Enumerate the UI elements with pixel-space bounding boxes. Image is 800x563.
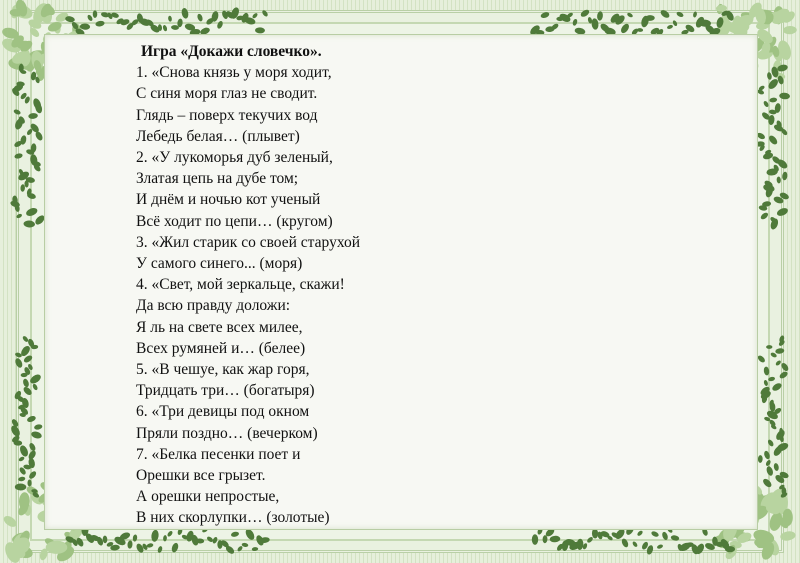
leaf-icon [693, 11, 698, 18]
leaf-icon [252, 12, 259, 19]
leaf-icon [780, 530, 797, 542]
poem-line: 1. «Снова князь у моря ходит, [136, 64, 332, 82]
leaf-icon [20, 184, 25, 192]
poem-line: А орешки непростые, [136, 488, 280, 506]
leaf-icon [255, 27, 265, 33]
leaf-icon [651, 530, 660, 538]
leaf-icon [572, 18, 578, 26]
poem-line: Пряли поздно… (вечерком) [136, 424, 318, 442]
leaf-icon [532, 534, 538, 545]
leaf-icon [540, 11, 550, 19]
leaf-icon [28, 113, 38, 120]
leaf-icon [773, 463, 779, 472]
leaf-icon [181, 7, 190, 19]
leaf-icon [29, 373, 43, 386]
leaf-icon [15, 484, 26, 491]
leaf-icon [22, 335, 29, 343]
leaf-icon [776, 207, 789, 218]
leaf-icon [763, 100, 770, 108]
leaf-icon [765, 459, 772, 467]
leaf-icon [659, 9, 671, 20]
leaf-icon [2, 514, 19, 529]
leaf-icon [103, 536, 108, 544]
leaf-icon [231, 531, 240, 538]
leaf-icon [151, 529, 160, 542]
leaf-icon [241, 542, 248, 547]
leaf-icon [775, 360, 782, 367]
leaf-icon [168, 15, 172, 21]
poem-line: Всё ходит по цепи… (кругом) [136, 212, 333, 230]
leaf-icon [23, 220, 35, 228]
poem-line: В них скорлупки… (золотые) [136, 509, 330, 527]
leaf-icon [758, 455, 763, 463]
leaf-icon [767, 134, 778, 146]
poem-line: И днём и ночью кот ученый [136, 191, 321, 209]
leaf-icon [252, 547, 259, 552]
leaf-icon [27, 480, 31, 487]
leaf-icon [780, 362, 790, 372]
leaf-icon [22, 386, 33, 397]
leaf-icon [782, 171, 788, 180]
leaf-icon [34, 424, 43, 431]
leaf-icon [626, 12, 633, 18]
leaf-icon [757, 354, 767, 363]
poem-line: С синя моря глаз не сводит. [136, 85, 318, 103]
leaf-icon [762, 477, 773, 488]
poem-line: Златая цепь на дубе том; [136, 170, 299, 188]
leaf-icon [775, 348, 785, 355]
leaf-icon [216, 20, 224, 29]
leaf-icon [591, 18, 599, 30]
leaf-icon [157, 546, 163, 554]
leaf-icon [27, 449, 37, 460]
leaf-icon [28, 442, 36, 452]
poem-text [136, 41, 360, 529]
leaf-icon [171, 542, 180, 553]
leaf-icon [25, 206, 39, 217]
leaf-icon [542, 535, 547, 543]
poem-line: 6. «Три девицы под окном [136, 403, 310, 421]
poem-line: Глядь – поверх текучих вод [136, 106, 318, 124]
leaf-icon [26, 415, 36, 423]
leaf-icon [767, 72, 773, 80]
poem-line: 5. «В чешуе, как жар горя, [136, 361, 310, 379]
leaf-icon [776, 176, 781, 183]
poem-line: 4. «Свет, мой зеркальце, скажи! [136, 276, 345, 294]
poem-line: Всех румяней и… (белее) [136, 339, 306, 357]
leaf-icon [16, 213, 23, 219]
poem-line: Лебедь белая… (плывет) [136, 127, 300, 145]
leaf-icon [666, 24, 673, 30]
leaf-icon [767, 77, 780, 90]
leaf-icon [763, 380, 768, 387]
leaf-icon [18, 444, 29, 458]
leaf-icon [619, 22, 630, 34]
leaf-icon [763, 450, 771, 460]
leaf-icon [87, 14, 94, 22]
leaf-icon [670, 535, 679, 542]
leaf-icon [621, 538, 630, 549]
leaf-icon [763, 366, 769, 375]
leaf-icon [672, 20, 678, 27]
leaf-icon [237, 545, 244, 552]
leaf-icon [13, 109, 21, 116]
leaf-icon [162, 24, 168, 31]
leaf-icon [656, 544, 663, 550]
leaf-icon [132, 534, 137, 542]
leaf-icon [14, 153, 23, 160]
leaf-icon [778, 370, 788, 380]
poem-line: 2. «У лукоморья дуб зеленый, [136, 149, 333, 167]
leaf-icon [632, 541, 639, 548]
leaf-icon [549, 535, 560, 542]
leaf-icon [767, 439, 775, 448]
poem-line: Тридцать три… (богатыря) [136, 382, 315, 400]
leaf-icon [196, 13, 203, 22]
leaf-icon [14, 357, 24, 369]
poem-line: Да всю правду доложи: [136, 297, 291, 315]
poem-line: Орешки все грызет. [136, 467, 266, 485]
poem-line: Я ль на свете всех милее, [136, 318, 303, 336]
leaf-icon [586, 536, 594, 544]
leaf-icon [661, 531, 669, 541]
leaf-icon [32, 383, 39, 391]
leaf-icon [46, 541, 68, 554]
slide-title: Игра «Докажи словечко». [141, 43, 322, 60]
leaf-icon [95, 20, 105, 27]
leaf-icon [261, 9, 269, 17]
leaf-icon [766, 345, 772, 349]
leaf-icon [579, 8, 590, 18]
leaf-icon [18, 476, 26, 482]
leaf-icon [769, 97, 777, 103]
leaf-icon [597, 11, 604, 21]
leaf-icon [93, 10, 98, 18]
leaf-icon [80, 23, 90, 30]
poem-line: 3. «Жил старик со своей старухой [136, 233, 361, 251]
leaf-icon [636, 530, 643, 537]
poem-line: У самого синего... (моря) [136, 255, 303, 273]
leaf-icon [18, 456, 25, 462]
leaf-icon [768, 376, 776, 382]
leaf-icon [167, 530, 174, 537]
leaf-icon [779, 92, 790, 99]
leaf-icon [28, 470, 38, 480]
leaf-icon [765, 465, 774, 476]
leaf-icon [783, 26, 797, 35]
leaf-icon [676, 11, 685, 18]
poem-line: 7. «Белка песенки поет и [136, 445, 301, 463]
leaf-icon [760, 211, 770, 220]
leaf-icon [22, 378, 30, 388]
leaf-icon [163, 535, 167, 541]
leaf-icon [762, 152, 774, 161]
leaf-icon [771, 382, 783, 393]
leaf-icon [127, 540, 133, 549]
leaf-icon [30, 430, 42, 439]
